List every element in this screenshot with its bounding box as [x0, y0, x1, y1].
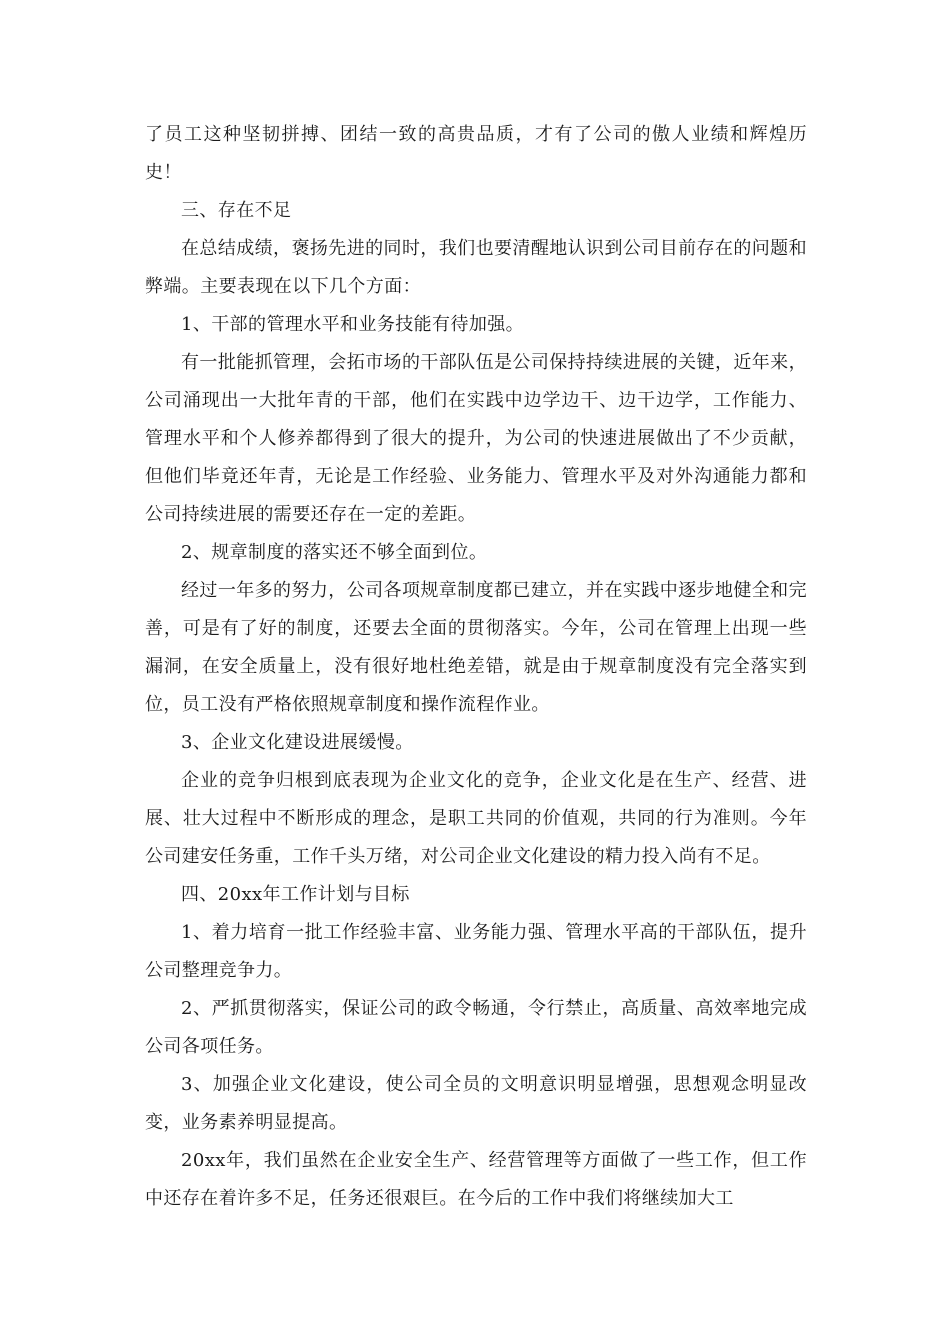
list-item: 2、严抓贯彻落实，保证公司的政令畅通，令行禁止，高质量、高效率地完成公司各项任务。	[145, 998, 807, 1057]
paragraph: 了员工这种坚韧拼搏、团结一致的高贵品质，才有了公司的傲人业绩和辉煌历史！	[145, 124, 807, 183]
section-heading: 四、20xx年工作计划与目标	[181, 884, 410, 905]
subheading: 3、企业文化建设进展缓慢。	[181, 732, 414, 753]
subheading: 1、干部的管理水平和业务技能有待加强。	[181, 314, 525, 335]
paragraph: 在总结成绩，褒扬先进的同时，我们也要清醒地认识到公司目前存在的问题和弊端。主要表现在以下几个方面：	[145, 238, 807, 297]
paragraph: 有一批能抓管理，会拓市场的干部队伍是公司保持持续进展的关键，近年来，公司涌现出一大批年青的干部，他们在实践中边学边干、边干边学，工作能力、管理水平和个人修养都得到了很大的提升，为公司的快速进展做出了不少贡献，但他们毕竟还年青，无论是工作经验、业务能力、管理水平及对外沟通能力都和公司持续进展的需要还存在一定的差距。	[145, 352, 807, 525]
paragraph: 经过一年多的努力，公司各项规章制度都已建立，并在实践中逐步地健全和完善，可是有了好的制度，还要去全面的贯彻落实。今年，公司在管理上出现一些漏洞，在安全质量上，没有很好地杜绝差错，就是由于规章制度没有完全落实到位，员工没有严格依照规章制度和操作流程作业。	[145, 580, 807, 715]
section-heading: 三、存在不足	[181, 200, 292, 221]
document-body	[145, 116, 807, 1218]
list-item: 3、加强企业文化建设，使公司全员的文明意识明显增强，思想观念明显改变，业务素养明显提高。	[145, 1074, 807, 1133]
list-item: 1、着力培育一批工作经验丰富、业务能力强、管理水平高的干部队伍，提升公司整理竞争力。	[145, 922, 807, 981]
subheading: 2、规章制度的落实还不够全面到位。	[181, 542, 488, 563]
paragraph: 20xx年，我们虽然在企业安全生产、经营管理等方面做了一些工作，但工作中还存在着许多不足，任务还很艰巨。在今后的工作中我们将继续加大工	[145, 1150, 807, 1209]
paragraph: 企业的竞争归根到底表现为企业文化的竞争，企业文化是在生产、经营、进展、壮大过程中不断形成的理念，是职工共同的价值观，共同的行为准则。今年公司建安任务重，工作千头万绪，对公司企业文化建设的精力投入尚有不足。	[145, 770, 807, 867]
